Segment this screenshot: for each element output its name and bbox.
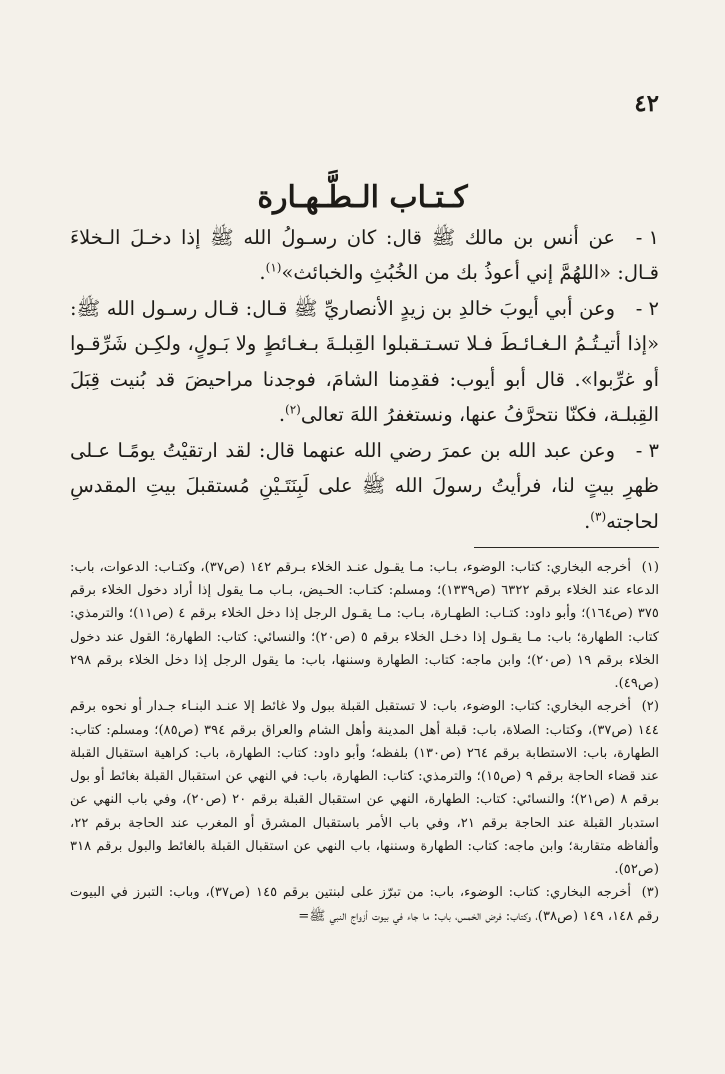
footnote-number: (٢) (641, 699, 659, 715)
chapter-title: كـتـاب الـطَّـهـارة (257, 180, 468, 216)
hadith-1: ١ -عن أنس بن مالك ﷺ قال: كان رسـولُ الله ﷺ إذا دخـلَ الـخلاءَ قـال: «اللهُمَّ إني أعوذُ بك من الخُبُثِ والخبائث»$^{(١)}$. (70, 220, 659, 291)
footnote-reference[interactable]: (١) (265, 260, 282, 275)
footnotes (70, 556, 659, 928)
footnote-2 (70, 695, 659, 881)
page-number: ٤٢ (634, 90, 659, 117)
hadith-body: وعن أبي أيوبَ خالدِ بن زيدٍ الأنصاريِّ ﷺ قـال: قـال رسـول الله ﷺ: «إذا أتيـتُـمُ الـغـائـطَ فـلا تسـتـقبلوا القِبلـةَ بـغـائطٍ ولا بَـولٍ، ولكِـن شَرِّقـوا أو غرِّبوا». قال أبو أيوب: فقدِمنا الشامَ، فوجدنا مراحيضَ قد بُنيت قِبَلَ القِبلـة، فكنّا نتحرَّفُ عنها، ونستغفرُ اللهَ تعالى (70, 296, 659, 427)
footnote-text: أخرجه البخاري: كتاب: الوضوء، باب: لا تستقبل القبلة ببول ولا غائط إلا عنـد البنـاء جـدار أو نحوه برقم ١٤٤ (ص٣٧)، وكتاب: الصلاة، باب: قبلة أهل المدينة وأهل الشام والعراق برقم ٣٩٤ (ص٨٥)؛ ومسلم: كتاب: الطهارة، باب: الاستطابة برقم ٢٦٤ (ص١٣٠) بلفظه؛ وأبو داود: كتاب: الطهارة، باب: كراهية استقبال القبلة عند قضاء الحاجة برقم ٩ (ص١٥)؛ والترمذي: كتاب: الطهارة، باب: في النهي عن استقبال القبلة بغائط أو بول برقم ٨ (ص٢١)؛ والنسائي: كتاب: الطهارة، النهي عن استقبال القبلة برقم ٢٠ (ص٢٠)، وفي باب النهي عن استدبار القبلة عند الحاجة برقم ٢١، وفي باب الأمر باستقبال المشرق أو المغرب عند الحاجة برقم ٢٢، وألفاظه متقاربة؛ وابن ماجه: كتاب: الطهارة وسننها، باب النهي عن استقبال القبلة بالغائط والبول برقم ٣١٨ (ص٥٢). (70, 699, 660, 878)
footnote-1 (70, 556, 659, 695)
hadith-number: ١ - (635, 226, 659, 249)
footnote-text: أخرجه البخاري: كتاب: الوضوء، باب: من تبرّز على لبنتين برقم ١٤٥ (ص٣٧)، وباب: التبرز في البيوت رقم ١٤٨، ١٤٩ (ص٣٨)، وكتاب: فرض الخمس، باب: ما جاء في بيوت أزواج النبي ﷺ= (70, 885, 659, 924)
footnote-3 (70, 881, 659, 927)
footnote-separator (474, 547, 659, 548)
hadith-number: ٣ - (635, 438, 659, 462)
footnote-text: أخرجه البخاري: كتاب: الوضوء، بـاب: مـا يقـول عنـد الخلاء بـرقم ١٤٢ (ص٣٧)، وكتـاب: الدعوات، باب: الدعاء عند الخلاء برقم ٦٣٢٢ (ص١٣٣٩)؛ ومسلم: كتـاب: الحـيض، بـاب مـا يقول إذا أراد دخول الخلاء برقم ٣٧٥ (ص١٦٤)؛ وأبو داود: كتـاب: الطهـارة، بـاب: مـا يقـول الرجل إذا دخل الخلاء برقم ٤ (ص١١)؛ والترمذي: كتاب: الطهارة؛ باب: مـا يقـول إذا دخـل الخلاء برقم ٥ (ص٢٠)؛ والنسائي: كتاب: الطهارة؛ القول عند دخول الخلاء برقم ١٩ (ص٢٠)؛ وابن ماجه: كتاب: الطهارة وسننها، باب: ما يقول الرجل إذا دخل الخلاء برقم ٢٩٨ (ص٤٩). (70, 560, 660, 692)
hadith-body: وعن عبد الله بن عمرَ رضي الله عنهما قال: لقد ارتقيْتُ يومًـا عـلى ظهرِ بيتٍ لنا، فرأيتُ رسولَ الله ﷺ على لَبِنَتَـيْنِ مُستقبلَ بيتِ المقدسِ لحاجته (70, 438, 659, 533)
footnote-reference[interactable]: (٢) (285, 402, 301, 417)
footnote-number: (١) (641, 560, 659, 575)
hadith-text (70, 220, 659, 539)
footnote-reference[interactable]: (٣) (590, 509, 607, 524)
hadith-3: ٣ -وعن عبد الله بن عمرَ رضي الله عنهما قال: لقد ارتقيْتُ يومًـا عـلى ظهرِ بيتٍ لنا، فرأيتُ رسولَ الله ﷺ على لَبِنَتَـيْنِ مُستقبلَ بيتِ المقدسِ لحاجته$^{(٣)}$. (70, 433, 659, 539)
hadith-body: عن أنس بن مالك ﷺ قال: كان رسـولُ الله ﷺ إذا دخـلَ الـخلاءَ قـال: «اللهُمَّ إني أعوذُ بك من الخُبُثِ والخبائث» (70, 226, 659, 285)
footnote-number: (٣) (641, 885, 660, 901)
hadith-2: ٢ -وعن أبي أيوبَ خالدِ بن زيدٍ الأنصاريِّ ﷺ قـال: قـال رسـول الله ﷺ: «إذا أتيـتُـمُ الـغـائـطَ فـلا تسـتـقبلوا القِبلـةَ بـغـائطٍ ولا بَـولٍ، ولكِـن شَرِّقـوا أو غرِّبوا». قال أبو أيوب: فقدِمنا الشامَ، فوجدنا مراحيضَ قد بُنيت قِبَلَ القِبلـة، فكنّا نتحرَّفُ عنها، ونستغفرُ اللهَ تعالى$^{(٢)}$. (70, 291, 659, 433)
hadith-number: ٢ - (635, 296, 659, 320)
